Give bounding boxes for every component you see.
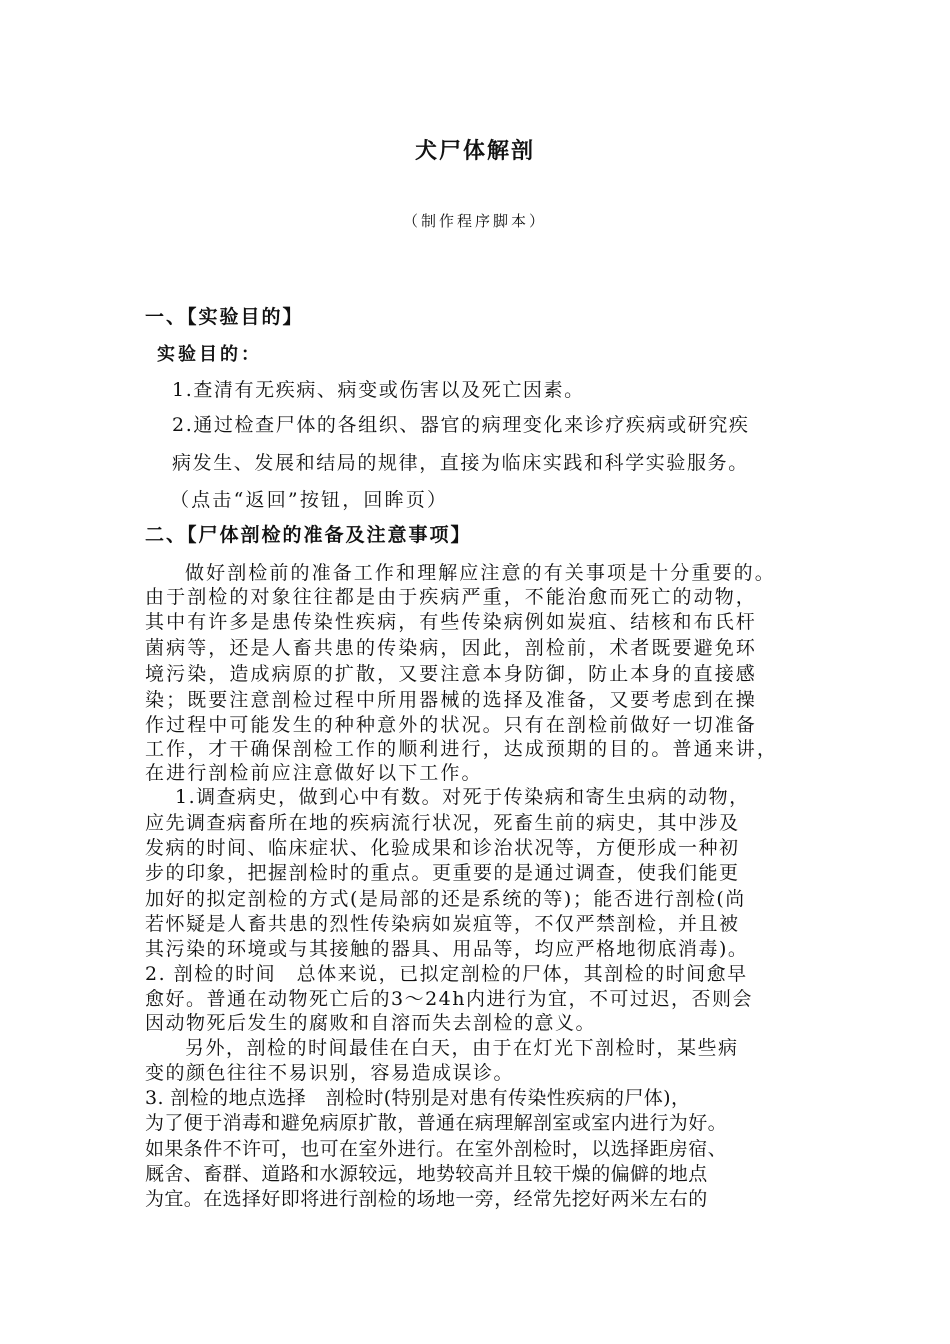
paragraph-line: 工作，才干确保剖检工作的顺利进行，达成预期的目的。普通来讲， — [145, 738, 779, 760]
paragraph-line: 其中有许多是患传染性疾病，有些传染病例如炭疽、结核和布氏杆 — [145, 611, 757, 633]
paragraph-line: 其污染的环境或与其接触的器具、用品等，均应严格地彻底消毒)。 — [145, 938, 749, 960]
paragraph-line: 发病的时间、临床症状、化验成果和诊治状况等，方便形成一种初 — [145, 837, 740, 859]
paragraph-line: 变的颜色往往不易识别，容易造成误诊。 — [145, 1062, 515, 1084]
paragraph-line: 因动物死后发生的腐败和自溶而失去剖检的意义。 — [145, 1012, 597, 1034]
paragraph-line: 在进行剖检前应注意做好以下工作。 — [145, 762, 483, 784]
paragraph-line: 厩舍、畜群、道路和水源较远，地势较高并且较干燥的偏僻的地点 — [145, 1163, 708, 1185]
document-subtitle: （制作程序脚本） — [402, 212, 547, 230]
list-item: 2.通过检查尸体的各组织、器官的病理变化来诊疗疾病或研究疾 — [172, 414, 750, 436]
paragraph-line: 境污染，造成病原的扩散，又要注意本身防御，防止本身的直接感 — [145, 663, 757, 685]
paragraph-line: 1.调查病史，做到心中有数。对死于传染病和寄生虫病的动物， — [175, 786, 750, 808]
paragraph-line: 愈好。普通在动物死亡后的3～24h内进行为宜，不可过迟，否则会 — [145, 988, 754, 1010]
section-heading-2: 二、【尸体剖检的准备及注意事项】 — [145, 524, 472, 546]
paragraph-line: 3. 剖检的地点选择 剖检时(特别是对患有传染性疾病的尸体)， — [145, 1087, 691, 1109]
paragraph-line: 2. 剖检的时间 总体来说，已拟定剖检的尸体，其剖检的时间愈早 — [145, 963, 748, 985]
paragraph-line: 为宜。在选择好即将进行剖检的场地一旁，经常先挖好两米左右的 — [145, 1188, 708, 1210]
paragraph-line: 如果条件不许可，也可在室外进行。在室外剖检时，以选择距房宿、 — [145, 1138, 728, 1160]
paragraph-line: 为了便于消毒和避免病原扩散，普通在病理解剖室或室内进行为好。 — [145, 1112, 728, 1134]
paragraph-line: 由于剖检的对象往往都是由于疾病严重，不能治愈而死亡的动物， — [145, 586, 757, 608]
paragraph-line: 染；既要注意剖检过程中所用器械的选择及准备，又要考虑到在操 — [145, 689, 757, 711]
list-item-continuation: 病发生、发展和结局的规律，直接为临床实践和科学实验服务。 — [172, 452, 749, 474]
section-1-label: 实验目的： — [157, 344, 262, 365]
back-note: （点击“返回”按钮，回眸页） — [170, 489, 449, 511]
document-title: 犬尸体解剖 — [414, 139, 535, 164]
paragraph-line: 若怀疑是人畜共患的烈性传染病如炭疽等，不仅严禁剖检，并且被 — [145, 913, 740, 935]
paragraph-line: 做好剖检前的准备工作和理解应注意的有关事项是十分重要的。 — [185, 562, 776, 584]
paragraph-line: 菌病等，还是人畜共患的传染病，因此，剖检前，术者既要避免环 — [145, 637, 757, 659]
list-item: 1.查清有无疾病、病变或伤害以及死亡因素。 — [172, 379, 585, 401]
section-heading-1: 一、【实验目的】 — [145, 306, 304, 328]
paragraph-line: 另外，剖检的时间最佳在白天，由于在灯光下剖检时，某些病 — [185, 1037, 739, 1059]
paragraph-line: 加好的拟定剖检的方式(是局部的还是系统的等)；能否进行剖检(尚 — [145, 888, 746, 910]
paragraph-line: 步的印象，把握剖检时的重点。更重要的是通过调查，使我们能更 — [145, 862, 740, 884]
paragraph-line: 应先调查病畜所在地的疾病流行状况，死畜生前的病史，其中涉及 — [145, 812, 740, 834]
paragraph-line: 作过程中可能发生的种种意外的状况。只有在剖检前做好一切准备 — [145, 714, 757, 736]
